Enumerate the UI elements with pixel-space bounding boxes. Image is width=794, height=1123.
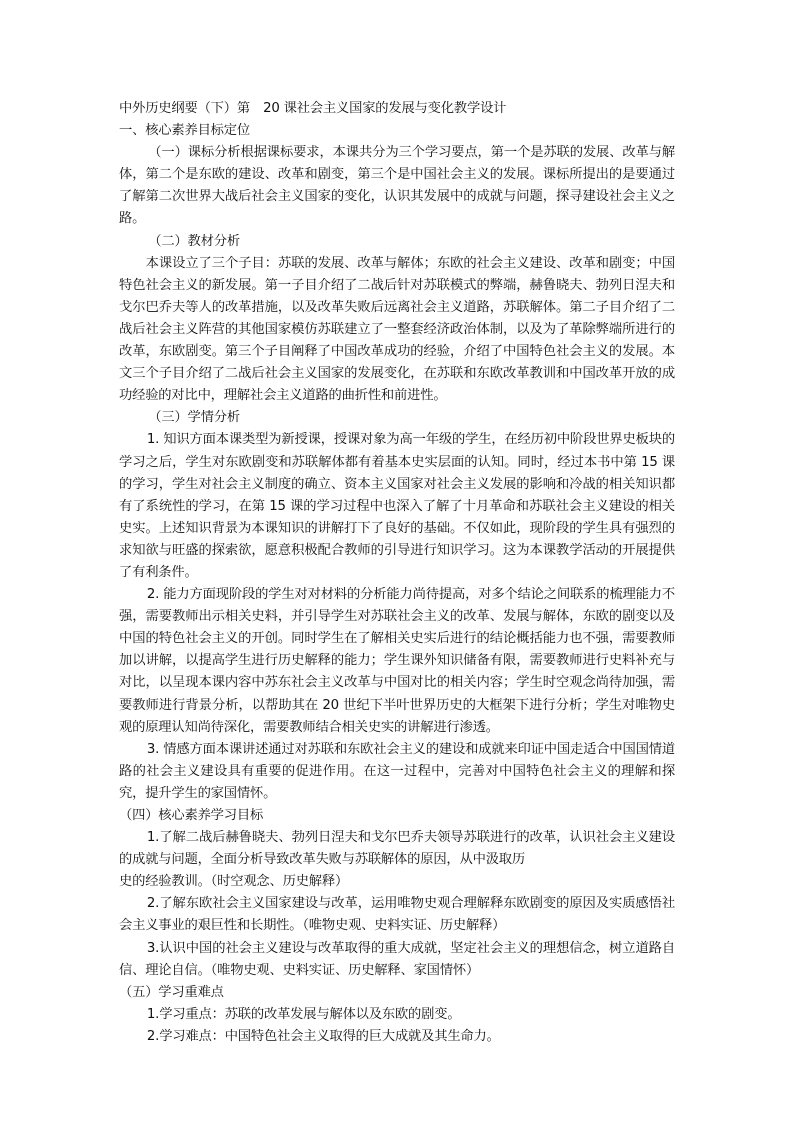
objective-2-paragraph: 2.了解东欧社会主义国家建设与改革，运用唯物史观合理解释东欧剧变的原因及实质感悟社会主义事业的艰巨性和长期性。（唯物史观、史料实证、历史解释） <box>119 896 675 934</box>
learner-analysis-heading: （三）学情分析 <box>148 410 240 426</box>
objective-1-continuation: 史的经验教训。（时空观念、历史解释） <box>119 874 349 890</box>
curriculum-analysis-paragraph: （一）课标分析根据课标要求，本课共分为三个学习要点，第一个是苏联的发展、改革与解体，第二个是东欧的建设、改革和剧变，第三个是中国社会主义的发展。课标所提出的是要通过了解第二次世界大战后社会主义国家的变化，认识其发展中的成就与问题，探寻建设社会主义之路。 <box>119 145 675 227</box>
key-point-paragraph: 1.学习重点：苏联的改革发展与解体以及东欧的剧变。 <box>146 1006 461 1022</box>
objective-1-paragraph: 1.了解二战后赫鲁晓夫、勃列日涅夫和戈尔巴乔夫领导苏联进行的改革，认识社会主义建设的成就与问题，全面分析导致改革失败与苏联解体的原因，从中汲取历 <box>119 830 675 868</box>
section-heading-core-literacy: 一、核心素养目标定位 <box>119 123 250 139</box>
learner-emotion-paragraph: 3. 情感方面本课讲述通过对苏联和东欧社会主义的建设和成就来印证中国走适合中国国情道路的社会主义建设具有重要的促进作用。在这一过程中，完善对中国特色社会主义的理解和探究，提升学生的家国情怀。 <box>119 741 675 801</box>
learner-knowledge-paragraph: 1. 知识方面本课类型为新授课，授课对象为高一年级的学生，在经历初中阶段世界史板块的学习之后，学生对东欧剧变和苏联解体都有着基本史实层面的认知。同时，经过本书中第 15 课的学习，学生对社会主义制度的确立、资本主义国家对社会主义发展的影响和冷战的相关知识都有了系统性的学习，在第 15 课的学习过程中也深入了解了十月革命和苏联社会主义建设的相关史实。上述知识背景为本课知识的讲解打下了良好的基础。不仅如此，现阶段的学生具有强烈的求知欲与旺盛的探索欲，愿意积极配合教师的引导进行知识学习。这为本课教学活动的开展提供了有利条件。 <box>119 432 675 580</box>
difficult-point-paragraph: 2.学习难点：中国特色社会主义取得的巨大成就及其生命力。 <box>146 1028 500 1044</box>
textbook-analysis-paragraph: 本课设立了三个子目：苏联的发展、改革与解体；东欧的社会主义建设、改革和剧变；中国特色社会主义的新发展。第一子目介绍了二战后针对苏联模式的弊端，赫鲁晓夫、勃列日涅夫和戈尔巴乔夫等人的改革措施，以及改革失败后远离社会主义道路，苏联解体。第二子目介绍了二战后社会主义阵营的其他国家模仿苏联建立了一整套经济政治体制，以及为了革除弊端所进行的改革，东欧剧变。第三个子目阐释了中国改革成功的经验，介绍了中国特色社会主义的发展。本文三个子目介绍了二战后社会主义国家的发展变化，在苏联和东欧改革教训和中国改革开放的成功经验的对比中，理解社会主义道路的曲折性和前进性。 <box>119 255 675 404</box>
learning-objectives-heading: （四）核心素养学习目标 <box>119 808 264 823</box>
textbook-analysis-heading: （二）教材分析 <box>148 233 240 249</box>
document-page <box>119 98 675 1048</box>
key-difficult-points-heading: （五）学习重难点 <box>119 984 224 1000</box>
learner-ability-paragraph: 2. 能力方面现阶段的学生对对材料的分析能力尚待提高，对多个结论之间联系的梳理能力不强，需要教师出示相关史料，并引导学生对苏联社会主义的改革、发展与解体，东欧的剧变以及中国的特色社会主义的开创。同时学生在了解相关史实后进行的结论概括能力也不强，需要教师加以讲解，以提高学生进行历史解释的能力；学生课外知识储备有限，需要教师进行史料补充与对比，以呈现本课内容中苏东社会主义改革与中国对比的相关内容；学生时空观念尚待加强，需要教师进行背景分析，以帮助其在 20 世纪下半叶世界历史的大框架下进行分析；学生对唯物史观的原理认知尚待深化，需要教师结合相关史实的讲解进行渗透。 <box>119 587 675 735</box>
document-title: 中外历史纲要（下）第 20 课社会主义国家的发展与变化教学设计 <box>119 101 507 116</box>
objective-3-paragraph: 3.认识中国的社会主义建设与改革取得的重大成就，坚定社会主义的理想信念，树立道路自信、理论自信。（唯物史观、史料实证、历史解释、家国情怀） <box>119 940 675 978</box>
